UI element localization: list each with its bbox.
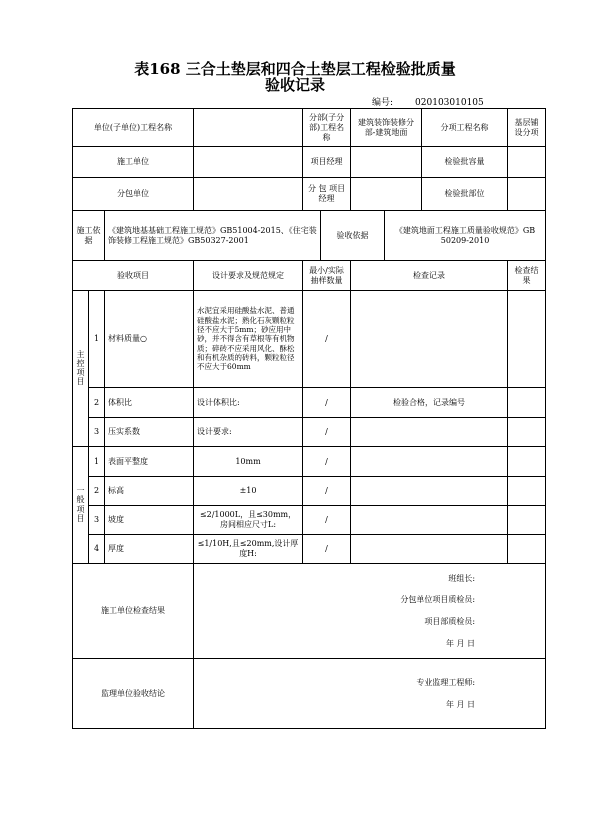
col-item: 验收项目 <box>73 261 194 291</box>
item-design: 水泥宜采用硅酸盐水泥、普通硅酸盐水泥；熟化石灰颗粒粒径不应大于5mm；砂应用中砂，并不得含有草根等有机物质；碎砖不应采用风化、酥松和有机杂质的砖料，颗粒粒径不应大于60mm <box>194 291 303 388</box>
item-record[interactable] <box>351 447 508 477</box>
form-subtitle: 验收记录 <box>264 76 325 94</box>
item-result[interactable] <box>508 535 546 564</box>
code-label: 编号: <box>372 98 394 108</box>
contractor-sign-area[interactable] <box>194 564 546 659</box>
leader-sign: 班组长: <box>448 573 476 583</box>
item-result[interactable] <box>508 477 546 506</box>
item-design: ±10 <box>194 477 303 506</box>
item-no: 3 <box>89 418 105 447</box>
subcontractor-label: 分包单位 <box>73 178 194 211</box>
item-name: 压实系数 <box>105 418 194 447</box>
item-sampling[interactable]: / <box>303 447 351 477</box>
item-value[interactable]: 基层铺设分项 <box>508 109 546 147</box>
item-design: 设计要求: <box>194 418 303 447</box>
supervisor-row <box>73 659 546 729</box>
item-name: 坡度 <box>105 506 194 535</box>
unit-value[interactable] <box>194 109 303 147</box>
item-record[interactable] <box>351 418 508 447</box>
col-sampling: 最小/实际抽样数量 <box>303 261 351 291</box>
item-record[interactable] <box>351 535 508 564</box>
inspection-table <box>72 108 546 729</box>
general-group-label: 一般项目 <box>73 447 89 564</box>
contractor-label: 施工单位 <box>73 147 194 178</box>
item-result[interactable] <box>508 418 546 447</box>
item-no: 2 <box>89 388 105 418</box>
item-design: ≤1/10H,且≤20mm,设计厚度H: <box>194 535 303 564</box>
item-sampling[interactable]: / <box>303 535 351 564</box>
lot-location-value[interactable] <box>508 178 546 211</box>
basis-value: 《建筑地基基础工程施工规范》GB51004-2015、《住宅装饰装修工程施工规范》GB50327-2001 <box>105 211 321 261</box>
item-sampling[interactable]: / <box>303 388 351 418</box>
header-row-basis <box>73 211 546 261</box>
item-result[interactable] <box>508 506 546 535</box>
supervisor-label: 监理单位验收结论 <box>73 659 194 729</box>
item-result[interactable] <box>508 388 546 418</box>
pm-value[interactable] <box>351 147 422 178</box>
item-design: 设计体积比: <box>194 388 303 418</box>
item-record[interactable]: 检验合格，记录编号 <box>351 388 508 418</box>
table-row <box>73 447 546 477</box>
item-no: 3 <box>89 506 105 535</box>
item-sampling[interactable]: / <box>303 418 351 447</box>
item-no: 1 <box>89 291 105 388</box>
unit-label: 单位(子单位)工程名称 <box>73 109 194 147</box>
lot-capacity-value[interactable] <box>508 147 546 178</box>
item-label: 分项工程名称 <box>422 109 508 147</box>
pm-label: 项目经理 <box>303 147 351 178</box>
table-row <box>73 477 546 506</box>
item-no: 4 <box>89 535 105 564</box>
item-record[interactable] <box>351 506 508 535</box>
division-value[interactable]: 建筑装饰装修分部-建筑地面 <box>351 109 422 147</box>
supervisor-date: 年 月 日 <box>445 699 476 709</box>
col-record: 检查记录 <box>351 261 508 291</box>
contractor-result-label: 施工单位检查结果 <box>73 564 194 659</box>
item-name: 体积比 <box>105 388 194 418</box>
item-sampling[interactable]: / <box>303 291 351 388</box>
table-row <box>73 506 546 535</box>
basis-label: 施工依据 <box>73 211 105 261</box>
inspector-sign: 项目部质检员: <box>424 617 476 626</box>
main-group-label: 主控项目 <box>73 291 89 447</box>
item-no: 1 <box>89 447 105 477</box>
column-header-row <box>73 261 546 291</box>
code-value: 020103010105 <box>415 98 484 108</box>
item-name: 厚度 <box>105 535 194 564</box>
item-name: 材料质量○ <box>105 291 194 388</box>
table-row <box>73 418 546 447</box>
subcontractor-value[interactable] <box>194 178 303 211</box>
item-result[interactable] <box>508 291 546 388</box>
contractor-value[interactable] <box>194 147 303 178</box>
table-row <box>73 388 546 418</box>
item-design: ≤2/1000L，且≤30mm，房间相应尺寸L: <box>194 506 303 535</box>
item-record[interactable] <box>351 291 508 388</box>
supervisor-sign-area[interactable] <box>194 659 546 729</box>
lot-capacity-label: 检验批容量 <box>422 147 508 178</box>
item-name: 标高 <box>105 477 194 506</box>
acceptance-value: 《建筑地面工程施工质量验收规范》GB 50209-2010 <box>385 211 546 261</box>
item-record[interactable] <box>351 477 508 506</box>
form-title: 表168 三合土垫层和四合土垫层工程检验批质量 <box>134 60 456 78</box>
table-row <box>73 291 546 388</box>
form-code <box>372 95 484 108</box>
sub-inspector-sign: 分包单位项目质检员: <box>400 595 476 605</box>
item-result[interactable] <box>508 447 546 477</box>
col-result: 检查结果 <box>508 261 546 291</box>
header-row-contractor <box>73 147 546 178</box>
sub-pm-label: 分 包 项目经理 <box>303 178 351 211</box>
item-name: 表面平整度 <box>105 447 194 477</box>
item-no: 2 <box>89 477 105 506</box>
header-row-subcontractor <box>73 178 546 211</box>
engineer-sign: 专业监理工程师: <box>416 677 476 687</box>
contractor-result-row <box>73 564 546 659</box>
item-sampling[interactable]: / <box>303 506 351 535</box>
acceptance-label: 验收依据 <box>321 211 385 261</box>
col-design: 设计要求及规范规定 <box>194 261 303 291</box>
table-row <box>73 535 546 564</box>
division-label: 分部(子分部)工程名称 <box>303 109 351 147</box>
sub-pm-value[interactable] <box>351 178 422 211</box>
contractor-date: 年 月 日 <box>445 638 476 648</box>
item-design: 10mm <box>194 447 303 477</box>
lot-location-label: 检验批部位 <box>422 178 508 211</box>
header-row-unit <box>73 109 546 147</box>
item-sampling[interactable]: / <box>303 477 351 506</box>
